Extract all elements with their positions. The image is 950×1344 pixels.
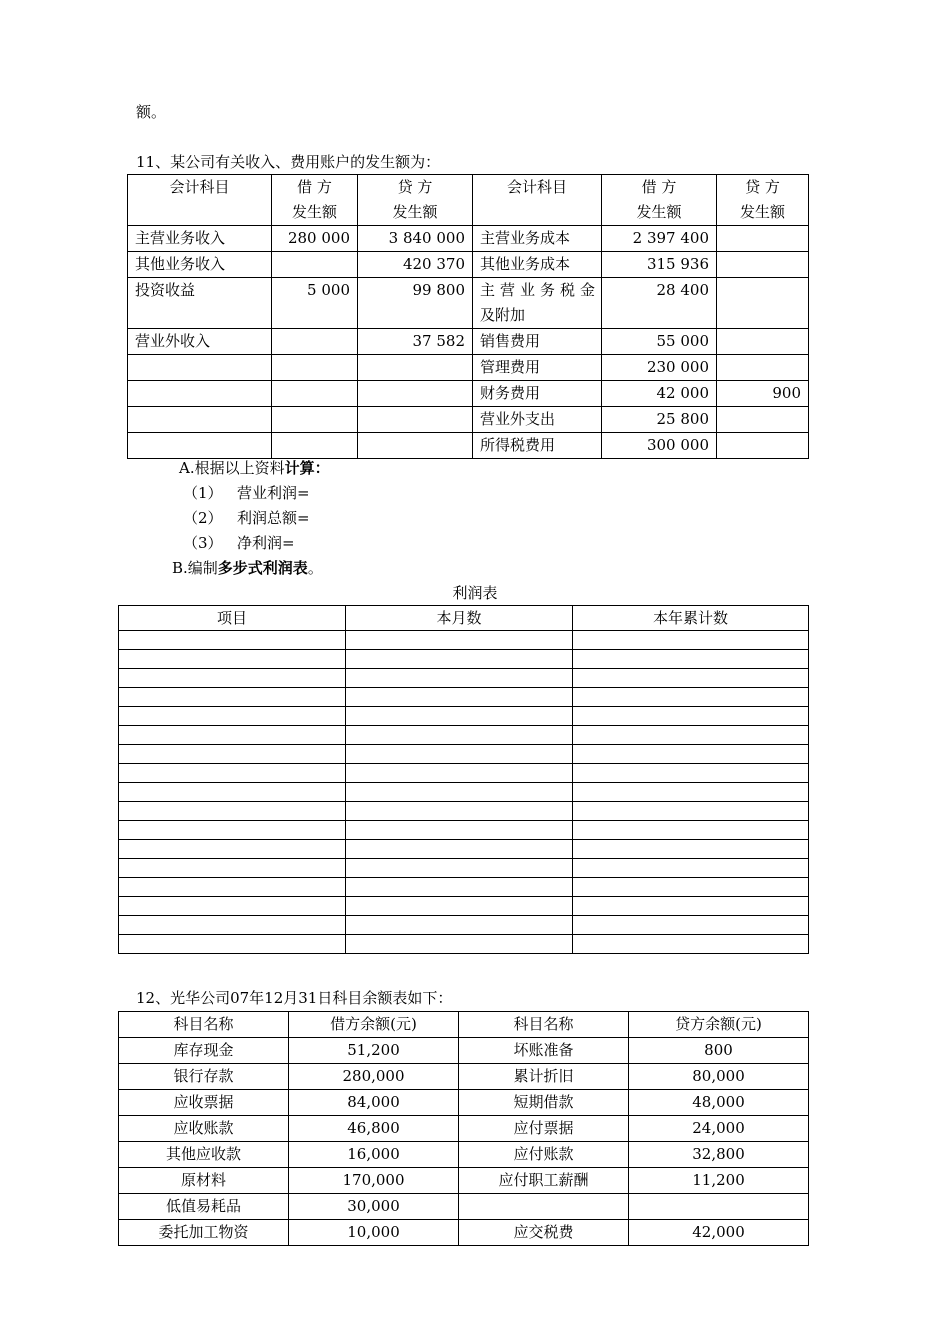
- table-row: [119, 1116, 809, 1142]
- table-row: [119, 821, 809, 840]
- task-b-instruction: B.编制多步式利润表。: [172, 559, 323, 577]
- credit-cell: [717, 278, 809, 329]
- profit-table-title: 利润表: [452, 584, 498, 602]
- header-debit-right: 借 方 发生额: [602, 175, 717, 226]
- table-row: [128, 252, 809, 278]
- credit-cell: [717, 252, 809, 278]
- table-row: [119, 1064, 809, 1090]
- debit-cell: 42 000: [602, 381, 717, 407]
- table-cell: 30,000: [289, 1194, 459, 1220]
- table-cell: [346, 726, 573, 745]
- q12-balance-table: [118, 1011, 809, 1246]
- table-cell: [573, 726, 809, 745]
- table-row: [119, 726, 809, 745]
- header-account-name-left: 科目名称: [119, 1012, 289, 1038]
- table-cell: [346, 650, 573, 669]
- credit-cell: 420 370: [358, 252, 473, 278]
- subject-cell: 营业外收入: [128, 329, 272, 355]
- table-cell: 280,000: [289, 1064, 459, 1090]
- table-cell: [346, 631, 573, 650]
- table-cell: [573, 688, 809, 707]
- table-cell: 11,200: [629, 1168, 809, 1194]
- table-cell: [346, 840, 573, 859]
- table-cell: 委托加工物资: [119, 1220, 289, 1246]
- header-account-name-right: 科目名称: [459, 1012, 629, 1038]
- table-cell: 库存现金: [119, 1038, 289, 1064]
- subject-cell: 主营业务成本: [473, 226, 602, 252]
- table-row: [119, 669, 809, 688]
- table-cell: [573, 745, 809, 764]
- table-cell: 应收票据: [119, 1090, 289, 1116]
- table-cell: [346, 783, 573, 802]
- table-cell: 应付账款: [459, 1142, 629, 1168]
- table-row: [119, 745, 809, 764]
- debit-cell: [272, 407, 358, 433]
- task-a-instruction: A.根据以上资料计算：: [179, 459, 330, 477]
- table-cell: 24,000: [629, 1116, 809, 1142]
- table-cell: 10,000: [289, 1220, 459, 1246]
- table-cell: [119, 897, 346, 916]
- table-row: [119, 916, 809, 935]
- table-cell: [573, 764, 809, 783]
- credit-cell: 900: [717, 381, 809, 407]
- table-row: [119, 650, 809, 669]
- header-item: 项目: [119, 606, 346, 631]
- table-row: [128, 355, 809, 381]
- table-cell: [346, 859, 573, 878]
- subject-cell: 所得税费用: [473, 433, 602, 459]
- subject-cell: [128, 355, 272, 381]
- table-cell: [119, 878, 346, 897]
- table-cell: [119, 745, 346, 764]
- header-subject-left: 会计科目: [128, 175, 272, 226]
- task-item-3: （3） 净利润=: [183, 534, 295, 552]
- subject-cell: 主营业务税金 及附加: [473, 278, 602, 329]
- header-subject-right: 会计科目: [473, 175, 602, 226]
- credit-cell: [717, 433, 809, 459]
- task-item-2: （2） 利润总额=: [183, 509, 310, 527]
- table-cell: 累计折旧: [459, 1064, 629, 1090]
- table-cell: 原材料: [119, 1168, 289, 1194]
- table-cell: [346, 707, 573, 726]
- table-cell: [573, 802, 809, 821]
- table-row: [128, 278, 809, 329]
- table-cell: 低值易耗品: [119, 1194, 289, 1220]
- debit-cell: 230 000: [602, 355, 717, 381]
- credit-cell: [358, 355, 473, 381]
- table-cell: [346, 916, 573, 935]
- task-item-1: （1） 营业利润=: [183, 484, 310, 502]
- table-cell: 应付票据: [459, 1116, 629, 1142]
- table-row: [119, 1220, 809, 1246]
- table-cell: [119, 650, 346, 669]
- table-cell: [346, 688, 573, 707]
- table-row: [119, 688, 809, 707]
- subject-cell: 其他业务成本: [473, 252, 602, 278]
- table-cell: [119, 840, 346, 859]
- table-cell: [459, 1194, 629, 1220]
- profit-table-header: [119, 606, 809, 631]
- subject-cell: 营业外支出: [473, 407, 602, 433]
- debit-cell: 300 000: [602, 433, 717, 459]
- table-row: [128, 433, 809, 459]
- debit-cell: 55 000: [602, 329, 717, 355]
- table-cell: [119, 802, 346, 821]
- table-cell: [573, 916, 809, 935]
- table-cell: [346, 878, 573, 897]
- debit-cell: [272, 329, 358, 355]
- credit-cell: 37 582: [358, 329, 473, 355]
- subject-cell: 主营业务收入: [128, 226, 272, 252]
- table-row: [119, 783, 809, 802]
- table-cell: 坏账准备: [459, 1038, 629, 1064]
- table-cell: [573, 878, 809, 897]
- table-cell: 800: [629, 1038, 809, 1064]
- table-cell: 其他应收款: [119, 1142, 289, 1168]
- table-cell: [346, 821, 573, 840]
- debit-cell: 5 000: [272, 278, 358, 329]
- table-cell: [119, 726, 346, 745]
- table-cell: [346, 745, 573, 764]
- table-cell: [346, 935, 573, 954]
- table-cell: 32,800: [629, 1142, 809, 1168]
- table-cell: 银行存款: [119, 1064, 289, 1090]
- table-cell: 应收账款: [119, 1116, 289, 1142]
- table-cell: [119, 764, 346, 783]
- debit-cell: 2 397 400: [602, 226, 717, 252]
- table-cell: [119, 688, 346, 707]
- subject-cell: 财务费用: [473, 381, 602, 407]
- table-row: [128, 226, 809, 252]
- q12-title: 12、光华公司07年12月31日科目余额表如下：: [136, 989, 453, 1007]
- subject-cell: 投资收益: [128, 278, 272, 329]
- table-cell: [119, 935, 346, 954]
- table-row: [119, 840, 809, 859]
- table-cell: 170,000: [289, 1168, 459, 1194]
- table-cell: [573, 840, 809, 859]
- q11-account-table: [127, 174, 809, 459]
- table-cell: 短期借款: [459, 1090, 629, 1116]
- header-year-to-date: 本年累计数: [573, 606, 809, 631]
- table-row: [119, 878, 809, 897]
- table-row: [119, 1142, 809, 1168]
- debit-cell: 28 400: [602, 278, 717, 329]
- table-cell: 48,000: [629, 1090, 809, 1116]
- table-cell: 84,000: [289, 1090, 459, 1116]
- debit-cell: 280 000: [272, 226, 358, 252]
- table-cell: 应付职工薪酬: [459, 1168, 629, 1194]
- table-cell: [119, 631, 346, 650]
- top-fragment: 额。: [136, 103, 167, 121]
- subject-cell: [128, 381, 272, 407]
- debit-cell: 25 800: [602, 407, 717, 433]
- credit-cell: [717, 407, 809, 433]
- table-row: [119, 764, 809, 783]
- table-cell: [573, 669, 809, 688]
- table-row: [119, 631, 809, 650]
- debit-cell: [272, 433, 358, 459]
- debit-cell: [272, 252, 358, 278]
- credit-cell: [717, 355, 809, 381]
- table-row: [128, 407, 809, 433]
- table-cell: [119, 821, 346, 840]
- table-cell: [573, 707, 809, 726]
- subject-cell: [128, 433, 272, 459]
- table-cell: [573, 859, 809, 878]
- table-cell: [346, 764, 573, 783]
- table-cell: [573, 650, 809, 669]
- table-cell: [119, 916, 346, 935]
- table-row: [119, 1194, 809, 1220]
- debit-cell: [272, 381, 358, 407]
- table-row: [119, 1038, 809, 1064]
- table-row: [128, 381, 809, 407]
- credit-cell: [358, 407, 473, 433]
- table-cell: 80,000: [629, 1064, 809, 1090]
- subject-cell: 管理费用: [473, 355, 602, 381]
- table-cell: [573, 897, 809, 916]
- subject-cell: [128, 407, 272, 433]
- credit-cell: [717, 226, 809, 252]
- table-cell: [573, 783, 809, 802]
- header-debit-left: 借 方 发生额: [272, 175, 358, 226]
- table-cell: 46,800: [289, 1116, 459, 1142]
- credit-cell: 99 800: [358, 278, 473, 329]
- table-row: [119, 859, 809, 878]
- table-row: [119, 1168, 809, 1194]
- header-current-month: 本月数: [346, 606, 573, 631]
- header-debit-balance: 借方余额(元): [289, 1012, 459, 1038]
- table-cell: 42,000: [629, 1220, 809, 1246]
- table-cell: [346, 897, 573, 916]
- table-row: [119, 935, 809, 954]
- table-row: [119, 897, 809, 916]
- header-credit-left: 贷 方 发生额: [358, 175, 473, 226]
- q11-title: 11、某公司有关收入、费用账户的发生额为：: [136, 153, 441, 171]
- table-cell: [119, 783, 346, 802]
- header-credit-right: 贷 方 发生额: [717, 175, 809, 226]
- table-cell: 应交税费: [459, 1220, 629, 1246]
- credit-cell: [717, 329, 809, 355]
- debit-cell: 315 936: [602, 252, 717, 278]
- table-cell: [346, 669, 573, 688]
- q11-header-row: [128, 175, 809, 226]
- subject-cell: 销售费用: [473, 329, 602, 355]
- credit-cell: 3 840 000: [358, 226, 473, 252]
- table-cell: [573, 935, 809, 954]
- table-cell: 16,000: [289, 1142, 459, 1168]
- table-row: [128, 329, 809, 355]
- table-cell: [346, 802, 573, 821]
- profit-table: [118, 605, 809, 954]
- table-row: [119, 802, 809, 821]
- debit-cell: [272, 355, 358, 381]
- table-row: [119, 1090, 809, 1116]
- q12-header-row: [119, 1012, 809, 1038]
- subject-cell: 其他业务收入: [128, 252, 272, 278]
- table-cell: [573, 631, 809, 650]
- table-cell: [119, 669, 346, 688]
- table-cell: [573, 821, 809, 840]
- table-cell: [119, 707, 346, 726]
- table-cell: 51,200: [289, 1038, 459, 1064]
- table-cell: [629, 1194, 809, 1220]
- header-credit-balance: 贷方余额(元): [629, 1012, 809, 1038]
- credit-cell: [358, 433, 473, 459]
- table-row: [119, 707, 809, 726]
- credit-cell: [358, 381, 473, 407]
- table-cell: [119, 859, 346, 878]
